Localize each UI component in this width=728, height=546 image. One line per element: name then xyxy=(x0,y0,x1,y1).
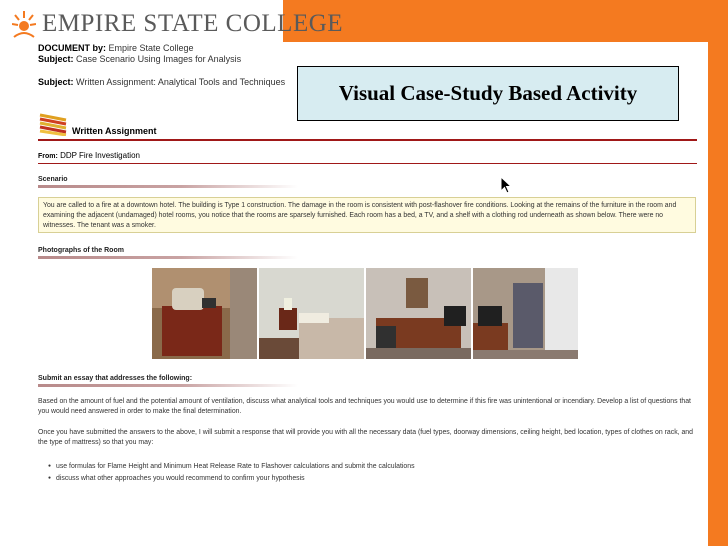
essay-paragraph-1: Based on the amount of fuel and the potential amount of ventilation, discuss what analytical tools and techniques you would use to determine if this fire was unintentional or incendiary. Develop a list of questions that you would need answered in order to make the final determination. xyxy=(38,398,691,415)
activity-title: Visual Case-Study Based Activity xyxy=(338,81,638,105)
essay-underline xyxy=(38,384,298,387)
subject-line-2 xyxy=(38,77,285,88)
essay-bullet-list xyxy=(48,461,415,485)
mouse-pointer-icon xyxy=(500,176,512,194)
college-logo xyxy=(12,8,343,40)
from-label: From: xyxy=(38,153,58,160)
from-value: DDP Fire Investigation xyxy=(60,151,140,160)
scenario-underline xyxy=(38,185,298,188)
written-assignment-title: Written Assignment xyxy=(72,126,157,136)
subject-value: Written Assignment: Analytical Tools and Techniques xyxy=(76,77,286,87)
from-line xyxy=(38,151,140,160)
logo-text: EMPIRE STATE COLLEGE xyxy=(42,10,344,37)
title-divider xyxy=(38,139,697,141)
subject-line-1 xyxy=(38,54,241,65)
room-photo-bed xyxy=(259,268,364,359)
activity-title-box xyxy=(297,66,679,121)
side-accent-bar xyxy=(708,42,728,546)
sunburst-logo-icon xyxy=(12,9,36,39)
from-divider xyxy=(38,163,697,164)
room-photo-tv xyxy=(366,268,471,359)
header-accent-bar xyxy=(283,0,728,42)
subject-label: Subject: xyxy=(38,54,74,64)
photos-heading: Photographs of the Room xyxy=(38,247,124,254)
pencils-icon xyxy=(38,110,70,136)
document-by-value: Empire State College xyxy=(108,43,194,53)
essay-heading: Submit an essay that addresses the following: xyxy=(38,375,193,382)
tv-desk-photo-icon xyxy=(366,268,471,359)
list-item: ● discuss what other approaches you would recommend to confirm your hypothesis xyxy=(48,473,415,485)
room-photo-closet xyxy=(473,268,578,359)
photos-underline xyxy=(38,256,298,259)
subject-label: Subject: xyxy=(38,77,74,87)
room-photo-phone xyxy=(152,268,257,359)
room-photos xyxy=(152,268,580,359)
document-by-label: DOCUMENT by: xyxy=(38,43,106,53)
essay-paragraph-2: Once you have submitted the answers to the above, I will submit a response that will provide you with all the necessary data (fuel types, doorway dimensions, ceiling height, bed location, types of clothes on rack, and the type of mattress) so that you may: xyxy=(38,429,693,446)
subject-value: Case Scenario Using Images for Analysis xyxy=(76,54,242,64)
document-by-line xyxy=(38,43,194,54)
list-item: ● use formulas for Flame Height and Minimum Heat Release Rate to Flashover calculations and submit the calculations xyxy=(48,461,415,473)
scenario-heading: Scenario xyxy=(38,176,68,183)
phone-desk-photo-icon xyxy=(152,268,257,359)
closet-photo-icon xyxy=(473,268,578,359)
scenario-box: You are called to a fire at a downtown hotel. The building is Type 1 construction. The damage in the room is consistent with post-flashover fire conditions. Looking at the remains of the furniture in the room and examining the adjacent (undamaged) hotel rooms, you notice that the rooms are sparsely furnished. Each room has a bed, a TV, and a shelf with a clothing rod underneath as shown below. There were no witnesses. The tenant was a smoker. xyxy=(38,197,696,233)
bed-photo-icon xyxy=(259,268,364,359)
